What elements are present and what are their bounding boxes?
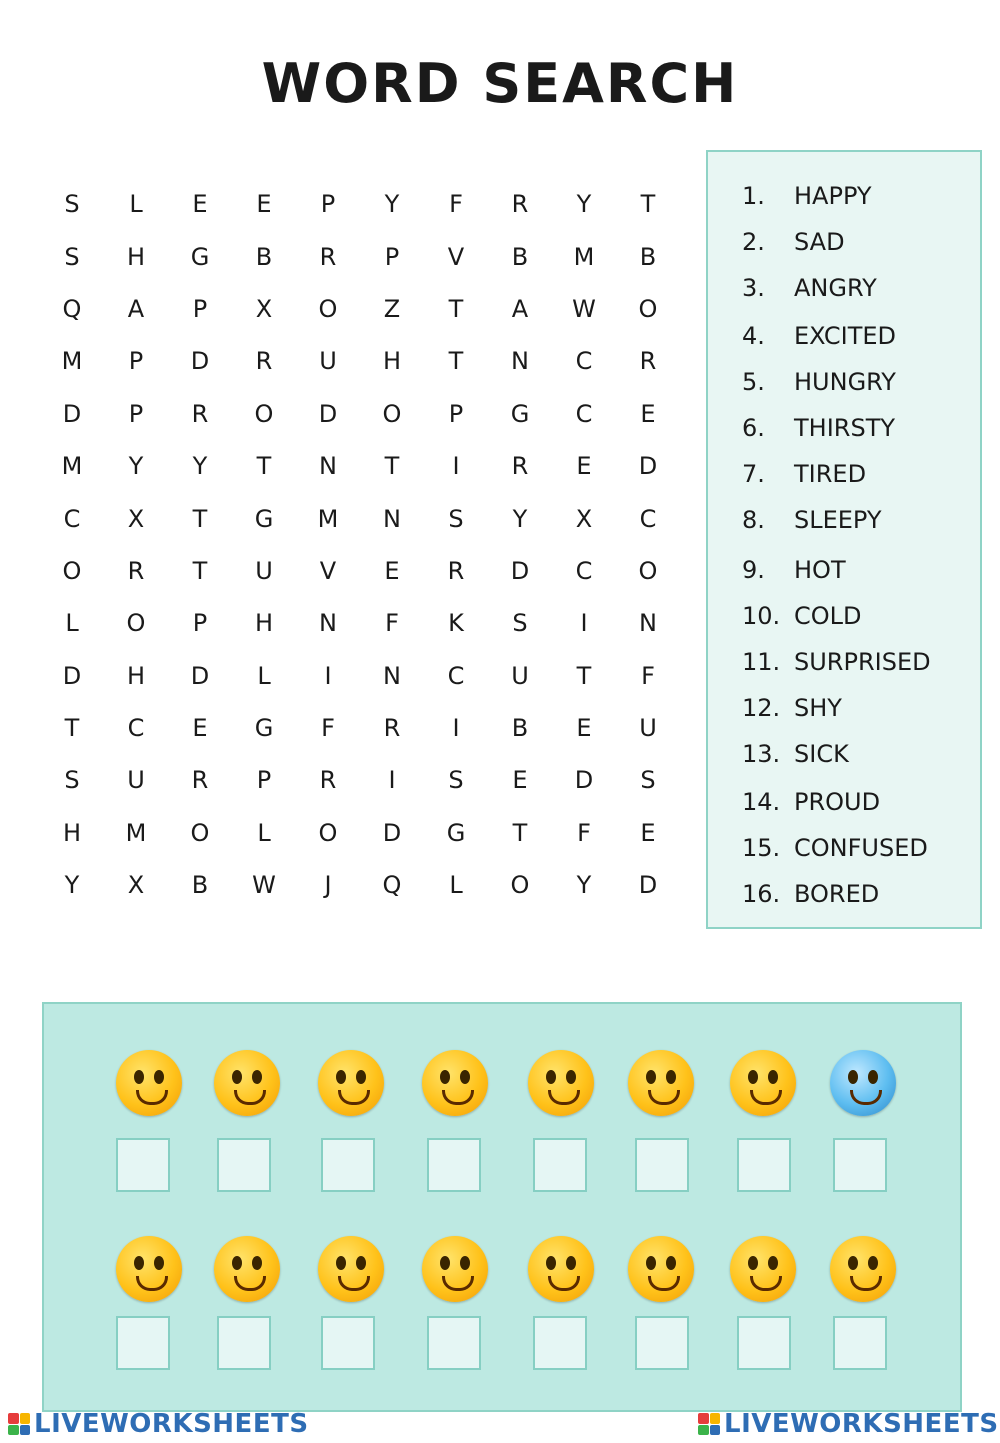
mouth <box>750 1090 782 1105</box>
brand-left <box>8 1409 309 1439</box>
answer-box[interactable] <box>833 1138 887 1192</box>
word-search-grid <box>40 178 680 911</box>
grid-letter[interactable]: F <box>385 609 399 638</box>
grid-letter[interactable]: E <box>640 399 656 428</box>
word-text: HAPPY <box>794 182 872 210</box>
grid-letter[interactable]: V <box>447 242 465 271</box>
word-number: 3. <box>742 274 765 302</box>
grid-letter[interactable]: Y <box>512 504 528 533</box>
grid-letter[interactable]: B <box>639 242 657 271</box>
grid-letter[interactable]: O <box>638 294 658 323</box>
thirsty-face-icon <box>318 1050 384 1116</box>
word-number: 9. <box>742 556 765 584</box>
grid-letter[interactable]: T <box>576 661 592 690</box>
brand-text: LIVEWORKSHEETS <box>724 1409 999 1439</box>
grid-letter[interactable]: M <box>61 347 83 376</box>
word-text: SHY <box>794 694 842 722</box>
mouth <box>750 1276 782 1291</box>
right-eye <box>666 1070 676 1084</box>
word-text: TIRED <box>794 460 867 488</box>
mouth <box>234 1090 266 1105</box>
grid-letter[interactable]: C <box>447 661 465 690</box>
grid-row <box>40 440 680 492</box>
word-text: SICK <box>794 740 849 768</box>
answer-box[interactable] <box>116 1316 170 1370</box>
grid-letter[interactable]: U <box>319 347 337 376</box>
word-text: SAD <box>794 228 845 256</box>
emoji-matching-panel <box>42 1002 962 1412</box>
left-eye <box>748 1070 758 1084</box>
grid-letter[interactable]: R <box>319 766 337 795</box>
grid-letter[interactable]: D <box>382 818 402 847</box>
right-eye <box>768 1256 778 1270</box>
grid-letter[interactable]: O <box>318 818 338 847</box>
liveworksheets-logo-icon <box>698 1413 720 1435</box>
right-eye <box>460 1256 470 1270</box>
grid-letter[interactable]: T <box>448 294 464 323</box>
word-list-item <box>742 460 866 488</box>
grid-letter[interactable]: G <box>510 399 530 428</box>
grid-letter[interactable]: H <box>126 661 146 690</box>
grid-letter[interactable]: N <box>511 347 529 376</box>
grid-letter[interactable]: L <box>65 609 79 638</box>
grid-letter[interactable]: F <box>449 190 463 219</box>
grid-letter[interactable]: D <box>638 871 658 900</box>
right-eye <box>768 1070 778 1084</box>
grid-letter[interactable]: R <box>383 714 401 743</box>
grid-letter[interactable]: N <box>383 661 401 690</box>
right-eye <box>868 1256 878 1270</box>
grid-letter[interactable]: R <box>511 190 529 219</box>
word-list-item <box>742 182 872 210</box>
grid-letter[interactable]: Y <box>576 871 592 900</box>
grid-letter[interactable]: S <box>512 609 528 638</box>
grid-letter[interactable]: P <box>128 347 144 376</box>
right-eye <box>356 1256 366 1270</box>
grid-letter[interactable]: R <box>319 242 337 271</box>
left-eye <box>336 1070 346 1084</box>
grid-letter[interactable]: T <box>192 556 208 585</box>
answer-box[interactable] <box>533 1138 587 1192</box>
grid-letter[interactable]: M <box>61 452 83 481</box>
grid-letter[interactable]: H <box>126 242 146 271</box>
grid-letter[interactable]: Y <box>192 452 208 481</box>
mouth <box>548 1090 580 1105</box>
grid-letter[interactable]: Y <box>128 452 144 481</box>
right-eye <box>154 1256 164 1270</box>
word-list-item <box>742 602 862 630</box>
word-text: SLEEPY <box>794 506 882 534</box>
grid-letter[interactable]: C <box>575 399 593 428</box>
grid-letter[interactable]: T <box>64 714 80 743</box>
left-eye <box>646 1070 656 1084</box>
sick-face-icon <box>628 1236 694 1302</box>
grid-letter[interactable]: C <box>575 347 593 376</box>
grid-letter[interactable]: A <box>127 294 145 323</box>
page-title: WORD SEARCH <box>261 52 739 115</box>
grid-letter[interactable]: T <box>256 452 272 481</box>
grid-letter[interactable]: C <box>63 504 81 533</box>
grid-letter[interactable]: X <box>127 504 145 533</box>
word-number: 12. <box>742 694 781 722</box>
grid-row <box>40 335 680 387</box>
answer-box[interactable] <box>427 1138 481 1192</box>
grid-letter[interactable]: I <box>452 714 460 743</box>
grid-letter[interactable]: T <box>448 347 464 376</box>
grid-letter[interactable]: O <box>510 871 530 900</box>
word-list-item <box>742 648 931 676</box>
left-eye <box>440 1070 450 1084</box>
answer-box[interactable] <box>217 1138 271 1192</box>
grid-letter[interactable]: I <box>580 609 588 638</box>
word-list-item <box>742 414 895 442</box>
grid-letter[interactable]: P <box>192 609 208 638</box>
sleepy-face-icon <box>214 1050 280 1116</box>
right-eye <box>252 1256 262 1270</box>
grid-letter[interactable]: T <box>192 504 208 533</box>
answer-box[interactable] <box>533 1316 587 1370</box>
grid-letter[interactable]: C <box>127 714 145 743</box>
grid-letter[interactable]: O <box>62 556 82 585</box>
mouth <box>850 1276 882 1291</box>
grid-letter[interactable]: S <box>64 190 80 219</box>
answer-box[interactable] <box>737 1316 791 1370</box>
word-number: 1. <box>742 182 765 210</box>
grid-letter[interactable]: E <box>576 714 592 743</box>
grid-letter[interactable]: D <box>62 399 82 428</box>
answer-box[interactable] <box>635 1138 689 1192</box>
grid-letter[interactable]: Q <box>382 871 402 900</box>
grid-letter[interactable]: I <box>388 766 396 795</box>
grid-letter[interactable]: X <box>575 504 593 533</box>
grid-letter[interactable]: P <box>384 242 400 271</box>
grid-letter[interactable]: B <box>255 242 273 271</box>
grid-row <box>40 754 680 806</box>
grid-letter[interactable]: U <box>639 714 657 743</box>
grid-letter[interactable]: G <box>254 504 274 533</box>
word-list-item <box>742 506 882 534</box>
angry-face-icon <box>422 1236 488 1302</box>
grid-row <box>40 859 680 911</box>
grid-letter[interactable]: C <box>575 556 593 585</box>
answer-box[interactable] <box>833 1316 887 1370</box>
left-eye <box>232 1070 242 1084</box>
bored-face-icon <box>318 1236 384 1302</box>
left-eye <box>336 1256 346 1270</box>
grid-letter[interactable]: V <box>319 556 337 585</box>
left-eye <box>134 1070 144 1084</box>
grid-row <box>40 283 680 335</box>
grid-letter[interactable]: G <box>446 818 466 847</box>
right-eye <box>154 1070 164 1084</box>
grid-letter[interactable]: S <box>64 242 80 271</box>
answer-box[interactable] <box>635 1316 689 1370</box>
grid-letter[interactable]: A <box>511 294 529 323</box>
mouth <box>442 1276 474 1291</box>
left-eye <box>546 1070 556 1084</box>
mouth <box>548 1276 580 1291</box>
grid-letter[interactable]: B <box>191 871 209 900</box>
grid-letter[interactable]: L <box>449 871 463 900</box>
grid-letter[interactable]: R <box>639 347 657 376</box>
word-list-item <box>742 694 842 722</box>
shy-face-icon <box>422 1050 488 1116</box>
word-text: HUNGRY <box>794 368 896 396</box>
word-list-item <box>742 834 928 862</box>
grid-letter[interactable]: R <box>511 452 529 481</box>
grid-letter[interactable]: R <box>447 556 465 585</box>
answer-box[interactable] <box>116 1138 170 1192</box>
mouth <box>442 1090 474 1105</box>
grid-letter[interactable]: L <box>129 190 143 219</box>
proud-face-icon <box>730 1050 796 1116</box>
grid-letter[interactable]: M <box>573 242 595 271</box>
confused-face-icon <box>730 1236 796 1302</box>
grid-letter[interactable]: E <box>192 190 208 219</box>
brand-text: LIVEWORKSHEETS <box>34 1409 309 1439</box>
sad-face-icon <box>628 1050 694 1116</box>
hot-face-icon <box>528 1236 594 1302</box>
grid-letter[interactable]: T <box>512 818 528 847</box>
grid-letter[interactable]: R <box>191 399 209 428</box>
word-text: BORED <box>794 880 880 908</box>
cold-face-icon <box>830 1050 896 1116</box>
grid-letter[interactable]: S <box>64 766 80 795</box>
grid-letter[interactable]: Y <box>576 190 592 219</box>
grid-letter[interactable]: B <box>511 714 529 743</box>
grid-row <box>40 492 680 544</box>
grid-letter[interactable]: O <box>318 294 338 323</box>
grid-letter[interactable]: O <box>254 399 274 428</box>
grid-letter[interactable]: X <box>127 871 145 900</box>
grid-letter[interactable]: D <box>638 452 658 481</box>
brand-right <box>698 1409 999 1439</box>
right-eye <box>356 1070 366 1084</box>
word-number: 7. <box>742 460 765 488</box>
mouth <box>136 1090 168 1105</box>
grid-letter[interactable]: G <box>254 714 274 743</box>
grid-letter[interactable]: E <box>256 190 272 219</box>
grid-letter[interactable]: X <box>255 294 273 323</box>
grid-letter[interactable]: R <box>191 766 209 795</box>
grid-letter[interactable]: D <box>190 347 210 376</box>
grid-letter[interactable]: Q <box>62 294 82 323</box>
grid-letter[interactable]: P <box>256 766 272 795</box>
left-eye <box>134 1256 144 1270</box>
grid-row <box>40 597 680 649</box>
happy-face-icon <box>214 1236 280 1302</box>
grid-letter[interactable]: P <box>320 190 336 219</box>
answer-box[interactable] <box>321 1316 375 1370</box>
right-eye <box>460 1070 470 1084</box>
grid-letter[interactable]: Y <box>384 190 400 219</box>
word-text: THIRSTY <box>794 414 896 442</box>
grid-letter[interactable]: U <box>255 556 273 585</box>
grid-letter[interactable]: F <box>321 714 335 743</box>
grid-letter[interactable]: K <box>448 609 464 638</box>
grid-letter[interactable]: R <box>255 347 273 376</box>
grid-letter[interactable]: M <box>125 818 147 847</box>
grid-letter[interactable]: H <box>382 347 402 376</box>
word-list-item <box>742 322 896 350</box>
grid-letter[interactable]: R <box>127 556 145 585</box>
word-number: 11. <box>742 648 781 676</box>
grid-row <box>40 230 680 282</box>
grid-letter[interactable]: G <box>190 242 210 271</box>
word-text: CONFUSED <box>794 834 928 862</box>
word-text: ANGRY <box>794 274 877 302</box>
word-text: PROUD <box>794 788 881 816</box>
mouth <box>648 1276 680 1291</box>
left-eye <box>646 1256 656 1270</box>
hungry-face-icon <box>116 1050 182 1116</box>
grid-letter[interactable]: O <box>638 556 658 585</box>
grid-letter[interactable]: U <box>127 766 145 795</box>
word-number: 15. <box>742 834 781 862</box>
grid-letter[interactable]: P <box>128 399 144 428</box>
word-number: 5. <box>742 368 765 396</box>
grid-letter[interactable]: N <box>639 609 657 638</box>
word-list-item <box>742 228 845 256</box>
word-text: EXCITED <box>794 322 896 350</box>
grid-letter[interactable]: N <box>319 452 337 481</box>
mouth <box>850 1090 882 1105</box>
excited-face-icon <box>528 1050 594 1116</box>
word-number: 10. <box>742 602 781 630</box>
grid-letter[interactable]: E <box>576 452 592 481</box>
mouth <box>234 1276 266 1291</box>
left-eye <box>848 1070 858 1084</box>
grid-letter[interactable]: D <box>62 661 82 690</box>
word-list <box>706 150 982 929</box>
grid-letter[interactable]: O <box>190 818 210 847</box>
grid-letter[interactable]: Y <box>64 871 80 900</box>
word-list-item <box>742 740 849 768</box>
word-list-item <box>742 788 880 816</box>
grid-letter[interactable]: O <box>382 399 402 428</box>
left-eye <box>440 1256 450 1270</box>
answer-box[interactable] <box>321 1138 375 1192</box>
grid-letter[interactable]: L <box>257 818 271 847</box>
grid-row <box>40 650 680 702</box>
mouth <box>338 1276 370 1291</box>
word-list-item <box>742 880 879 908</box>
grid-letter[interactable]: T <box>384 452 400 481</box>
grid-letter[interactable]: N <box>383 504 401 533</box>
grid-letter[interactable]: N <box>319 609 337 638</box>
grid-row <box>40 388 680 440</box>
grid-row <box>40 178 680 230</box>
grid-letter[interactable]: P <box>192 294 208 323</box>
liveworksheets-logo-icon <box>8 1413 30 1435</box>
grid-letter[interactable]: S <box>448 504 464 533</box>
word-text: COLD <box>794 602 862 630</box>
grid-letter[interactable]: J <box>324 871 332 900</box>
answer-box[interactable] <box>217 1316 271 1370</box>
grid-letter[interactable]: F <box>577 818 591 847</box>
grid-letter[interactable]: S <box>448 766 464 795</box>
mouth <box>338 1090 370 1105</box>
word-number: 13. <box>742 740 781 768</box>
word-list-item <box>742 274 877 302</box>
grid-letter[interactable]: U <box>511 661 529 690</box>
grid-letter[interactable]: P <box>448 399 464 428</box>
left-eye <box>848 1256 858 1270</box>
grid-letter[interactable]: I <box>452 452 460 481</box>
grid-letter[interactable]: B <box>511 242 529 271</box>
grid-letter[interactable]: L <box>257 661 271 690</box>
word-number: 14. <box>742 788 781 816</box>
word-text: SURPRISED <box>794 648 931 676</box>
grid-letter[interactable]: W <box>572 294 596 323</box>
grid-row <box>40 545 680 597</box>
grid-letter[interactable]: I <box>324 661 332 690</box>
right-eye <box>566 1256 576 1270</box>
grid-letter[interactable]: D <box>510 556 530 585</box>
grid-letter[interactable]: C <box>639 504 657 533</box>
grid-letter[interactable]: T <box>640 190 656 219</box>
word-list-item <box>742 368 896 396</box>
word-number: 4. <box>742 322 765 350</box>
left-eye <box>546 1256 556 1270</box>
grid-letter[interactable]: E <box>512 766 528 795</box>
right-eye <box>566 1070 576 1084</box>
surprised-face-icon <box>116 1236 182 1302</box>
grid-letter[interactable]: E <box>384 556 400 585</box>
grid-letter[interactable]: D <box>318 399 338 428</box>
answer-box[interactable] <box>737 1138 791 1192</box>
mouth <box>648 1090 680 1105</box>
grid-letter[interactable]: Z <box>383 294 401 323</box>
grid-letter[interactable]: H <box>254 609 274 638</box>
word-number: 8. <box>742 506 765 534</box>
word-number: 2. <box>742 228 765 256</box>
answer-box[interactable] <box>427 1316 481 1370</box>
word-number: 16. <box>742 880 781 908</box>
grid-letter[interactable]: S <box>640 766 656 795</box>
grid-letter[interactable]: O <box>126 609 146 638</box>
right-eye <box>252 1070 262 1084</box>
grid-letter[interactable]: E <box>192 714 208 743</box>
mouth <box>136 1276 168 1291</box>
grid-letter[interactable]: W <box>252 871 276 900</box>
left-eye <box>232 1256 242 1270</box>
left-eye <box>748 1256 758 1270</box>
grid-letter[interactable]: M <box>317 504 339 533</box>
grid-letter[interactable]: D <box>190 661 210 690</box>
right-eye <box>666 1256 676 1270</box>
right-eye <box>868 1070 878 1084</box>
word-text: HOT <box>794 556 846 584</box>
grid-row <box>40 807 680 859</box>
grid-letter[interactable]: D <box>574 766 594 795</box>
tired-face-icon <box>830 1236 896 1302</box>
word-list-item <box>742 556 846 584</box>
word-number: 6. <box>742 414 765 442</box>
grid-letter[interactable]: F <box>641 661 655 690</box>
grid-letter[interactable]: E <box>640 818 656 847</box>
grid-row <box>40 702 680 754</box>
grid-letter[interactable]: H <box>62 818 82 847</box>
